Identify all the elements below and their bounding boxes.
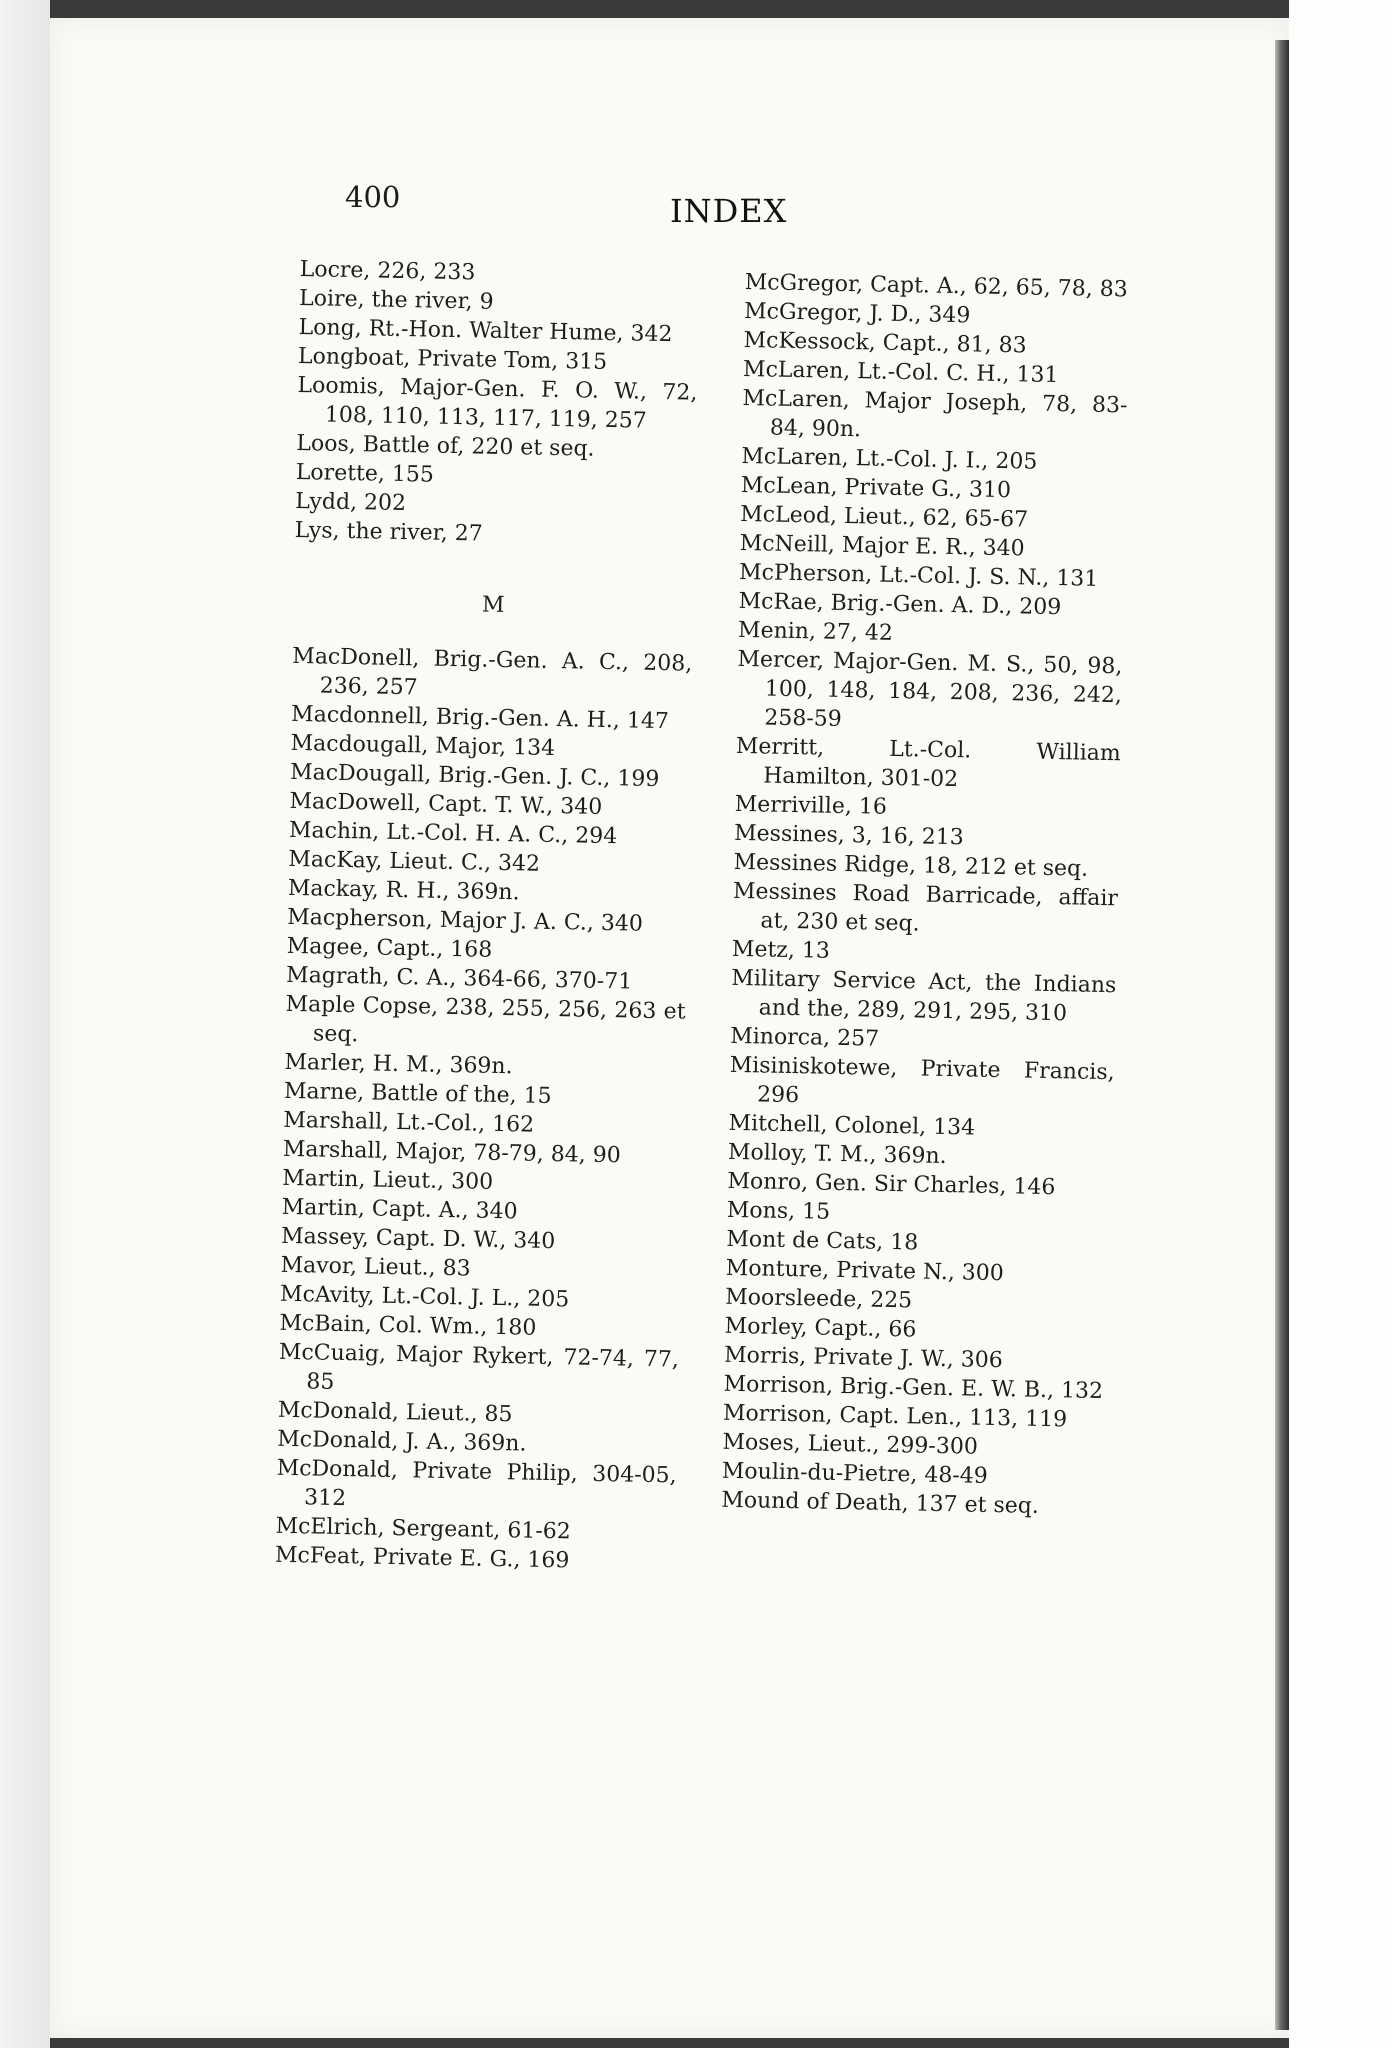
- index-entry: Metz, 13: [731, 936, 831, 964]
- index-entry: Marshall, Major, 78-79, 84, 90: [282, 1136, 621, 1169]
- index-entry: MacKay, Lieut. C., 342: [288, 846, 541, 877]
- index-entry: McNeill, Major E. R., 340: [739, 530, 1025, 562]
- index-entry: Marshall, Lt.-Col., 162: [283, 1107, 535, 1138]
- index-entry: Marler, H. M., 369n.: [284, 1049, 513, 1080]
- index-entry: Marne, Battle of the, 15: [283, 1078, 552, 1109]
- index-entry: Lys, the river, 27: [294, 517, 483, 547]
- index-entry: Morley, Capt., 66: [724, 1313, 917, 1343]
- index-entry: McLaren, Lt.-Col. J. I., 205: [741, 443, 1038, 475]
- index-entry: Monro, Gen. Sir Charles, 146: [727, 1168, 1056, 1201]
- index-entry: Morrison, Brig.-Gen. E. W. B., 132: [723, 1371, 1104, 1405]
- index-entry: Monture, Private N., 300: [725, 1255, 1005, 1287]
- index-entry: MacDowell, Capt. T. W., 340: [289, 788, 603, 820]
- index-entry: Molloy, T. M., 369n.: [727, 1139, 947, 1170]
- index-entry: McAvity, Lt.-Col. J. L., 205: [279, 1281, 570, 1313]
- index-entry: Lorette, 155: [295, 459, 435, 488]
- index-entry: Moses, Lieut., 299-300: [722, 1429, 979, 1460]
- index-entry: Macdougall, Major, 134: [290, 730, 556, 761]
- index-entry: Loos, Battle of, 220 et seq.: [296, 430, 595, 462]
- index-entry: Merritt, Lt.-Col. William Hamilton, 301-02: [735, 733, 1121, 793]
- index-entry: Menin, 27, 42: [737, 617, 894, 646]
- index-entry: Mound of Death, 137 et seq.: [721, 1487, 1040, 1519]
- index-entry: Messines, 3, 16, 213: [733, 820, 964, 851]
- facing-page-edge: [0, 0, 50, 2048]
- index-entry: McLean, Private G., 310: [740, 472, 1012, 504]
- index-entry: Maple Copse, 238, 255, 256, 263 et seq.: [285, 991, 686, 1048]
- index-entry: Magrath, C. A., 364-66, 370-71: [285, 962, 633, 995]
- index-entry: McGregor, Capt. A., 62, 65, 78, 83: [744, 269, 1128, 303]
- index-entry: Morrison, Capt. Len., 113, 119: [722, 1400, 1068, 1433]
- index-entry: McLaren, Major Joseph, 78, 83-84, 90n.: [742, 385, 1128, 443]
- index-entry: Mavor, Lieut., 83: [280, 1252, 471, 1282]
- index-entry: Minorca, 257: [730, 1023, 880, 1052]
- index-entry: McLeod, Lieut., 62, 65-67: [740, 501, 1029, 533]
- index-entry: Mitchell, Colonel, 134: [728, 1110, 976, 1141]
- page-title: INDEX: [670, 192, 788, 230]
- index-entry: Military Service Act, the Indians and the, 289, 291, 295, 310: [731, 965, 1117, 1027]
- index-entry: Locre, 226, 233: [299, 256, 476, 286]
- index-entry: Moulin-du-Pietre, 48-49: [721, 1458, 989, 1489]
- index-entry: Magee, Capt., 168: [286, 933, 493, 963]
- index-entry: McKessock, Capt., 81, 83: [743, 327, 1027, 359]
- index-entry: McFeat, Private E. G., 169: [274, 1542, 570, 1574]
- index-entry: Messines Ridge, 18, 212 et seq.: [733, 849, 1089, 882]
- index-entry: Morris, Private J. W., 306: [723, 1342, 1004, 1374]
- index-entry: McCuaig, Major Rykert, 72-74, 77, 85: [278, 1339, 680, 1395]
- index-entry: McElrich, Sergeant, 61-62: [275, 1513, 571, 1545]
- index-entry: Moorsleede, 225: [724, 1284, 913, 1314]
- index-entry: McDonald, Lieut., 85: [277, 1397, 513, 1428]
- index-entry: Loire, the river, 9: [298, 285, 494, 315]
- index-entry: Macpherson, Major J. A. C., 340: [287, 904, 644, 937]
- index-entry: McPherson, Lt.-Col. J. S. N., 131: [738, 559, 1099, 592]
- index-entry: McDonald, J. A., 369n.: [277, 1426, 527, 1457]
- index-entry: Macdonnell, Brig.-Gen. A. H., 147: [290, 701, 670, 735]
- index-entry: Lydd, 202: [295, 488, 407, 517]
- index-entry: McRae, Brig.-Gen. A. D., 209: [738, 588, 1062, 621]
- index-entry: MacDonell, Brig.-Gen. A. C., 208, 236, 257: [292, 643, 693, 701]
- index-entry: McLaren, Lt.-Col. C. H., 131: [742, 356, 1059, 389]
- index-entry: McDonald, Private Philip, 304-05, 312: [276, 1455, 677, 1512]
- index-column-left: [275, 255, 700, 1577]
- index-entry: Mont de Cats, 18: [726, 1226, 919, 1256]
- index-entry: Mackay, R. H., 369n.: [287, 875, 520, 906]
- page-number: 400: [345, 180, 401, 214]
- section-letter-heading: M: [481, 592, 505, 618]
- scan-margin: [1289, 0, 1392, 2048]
- index-entry: Massey, Capt. D. W., 340: [280, 1223, 556, 1255]
- index-entry: Martin, Lieut., 300: [282, 1165, 494, 1195]
- book-gutter: [1275, 40, 1289, 2030]
- index-column-right: [721, 268, 1130, 1522]
- index-entry: Mons, 15: [726, 1197, 831, 1225]
- index-entry: MacDougall, Brig.-Gen. J. C., 199: [289, 759, 660, 792]
- index-entry: Long, Rt.-Hon. Walter Hume, 342: [298, 314, 673, 348]
- index-entry: Merriville, 16: [734, 791, 888, 820]
- index-entry: Mercer, Major-Gen. M. S., 50, 98, 100, 148, 184, 208, 236, 242, 258-59: [737, 646, 1123, 732]
- index-entry: Machin, Lt.-Col. H. A. C., 294: [288, 817, 618, 850]
- index-entry: McBain, Col. Wm., 180: [279, 1310, 537, 1341]
- index-entry: Loomis, Major-Gen. F. O. W., 72, 108, 110, 113, 117, 119, 257: [297, 372, 698, 434]
- index-entry: Messines Road Barricade, affair at, 230 et seq.: [732, 878, 1119, 937]
- index-entry: Longboat, Private Tom, 315: [297, 343, 608, 375]
- index-entry: Misiniskotewe, Private Francis, 296: [729, 1052, 1115, 1109]
- index-entry: McGregor, J. D., 349: [743, 298, 971, 329]
- index-entry: Martin, Capt. A., 340: [281, 1194, 518, 1225]
